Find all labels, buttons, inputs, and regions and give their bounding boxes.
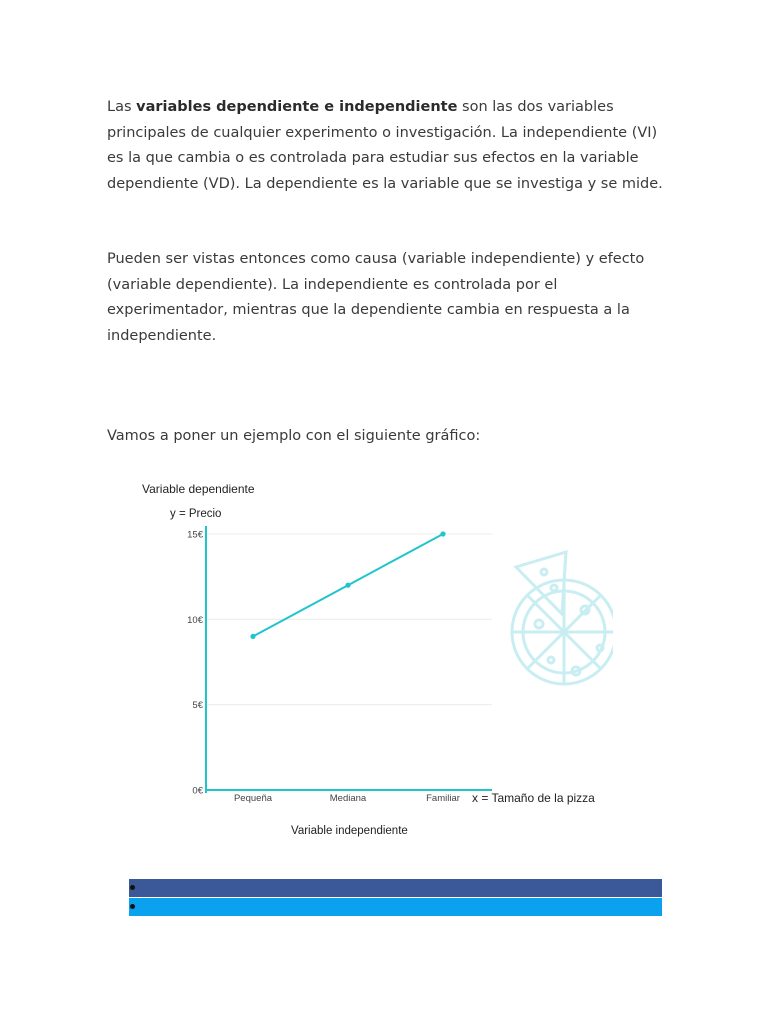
- y-tick-label: 0€: [192, 785, 203, 797]
- y-tick-label: 5€: [192, 700, 203, 712]
- example-intro-paragraph: Vamos a poner un ejemplo con el siguiente gráfico:: [107, 428, 481, 444]
- price-series: [250, 531, 445, 639]
- data-point: [345, 583, 350, 588]
- share-bar-twitter[interactable]: [129, 898, 662, 916]
- intro-rest: son las dos variables principales de cualquier experimento o investigación. La independiente (VI) es la que cambia o es controlada para estudiar sus efectos en la variable dependiente (VD). La dependiente es la variable que se investiga y se mide.: [107, 99, 663, 192]
- y-axis-label: y = Precio: [170, 508, 222, 520]
- chart-bottom-label: Variable independiente: [291, 825, 408, 837]
- price-size-chart: [130, 470, 620, 845]
- bullet-icon: [130, 904, 135, 909]
- pizza-icon: [512, 552, 616, 684]
- x-tick-label: Familiar: [426, 793, 460, 804]
- intro-prefix: Las: [107, 99, 137, 115]
- chart-gridlines: [206, 534, 492, 705]
- y-tick-labels: [187, 530, 204, 797]
- intro-paragraph: [107, 95, 667, 197]
- data-point: [250, 634, 255, 639]
- cause-effect-paragraph: Pueden ser vistas entonces como causa (variable independiente) y efecto (variable dependiente). La independiente es controlada por el experimentador, mientras que la dependiente cambia en respuesta a la independiente.: [107, 251, 645, 344]
- x-axis-label: x = Tamaño de la pizza: [472, 791, 595, 805]
- y-tick-label: 10€: [187, 614, 203, 626]
- x-tick-label: Mediana: [329, 793, 367, 804]
- y-tick-label: 15€: [187, 529, 203, 541]
- data-point: [440, 531, 445, 536]
- share-bar-facebook[interactable]: [129, 879, 662, 897]
- intro-bold-term: variables dependiente e independiente: [136, 99, 458, 115]
- x-tick-label: Pequeña: [233, 793, 273, 804]
- chart-title: Variable dependiente: [142, 482, 255, 496]
- x-tick-labels: [234, 793, 460, 804]
- bullet-icon: [130, 885, 135, 890]
